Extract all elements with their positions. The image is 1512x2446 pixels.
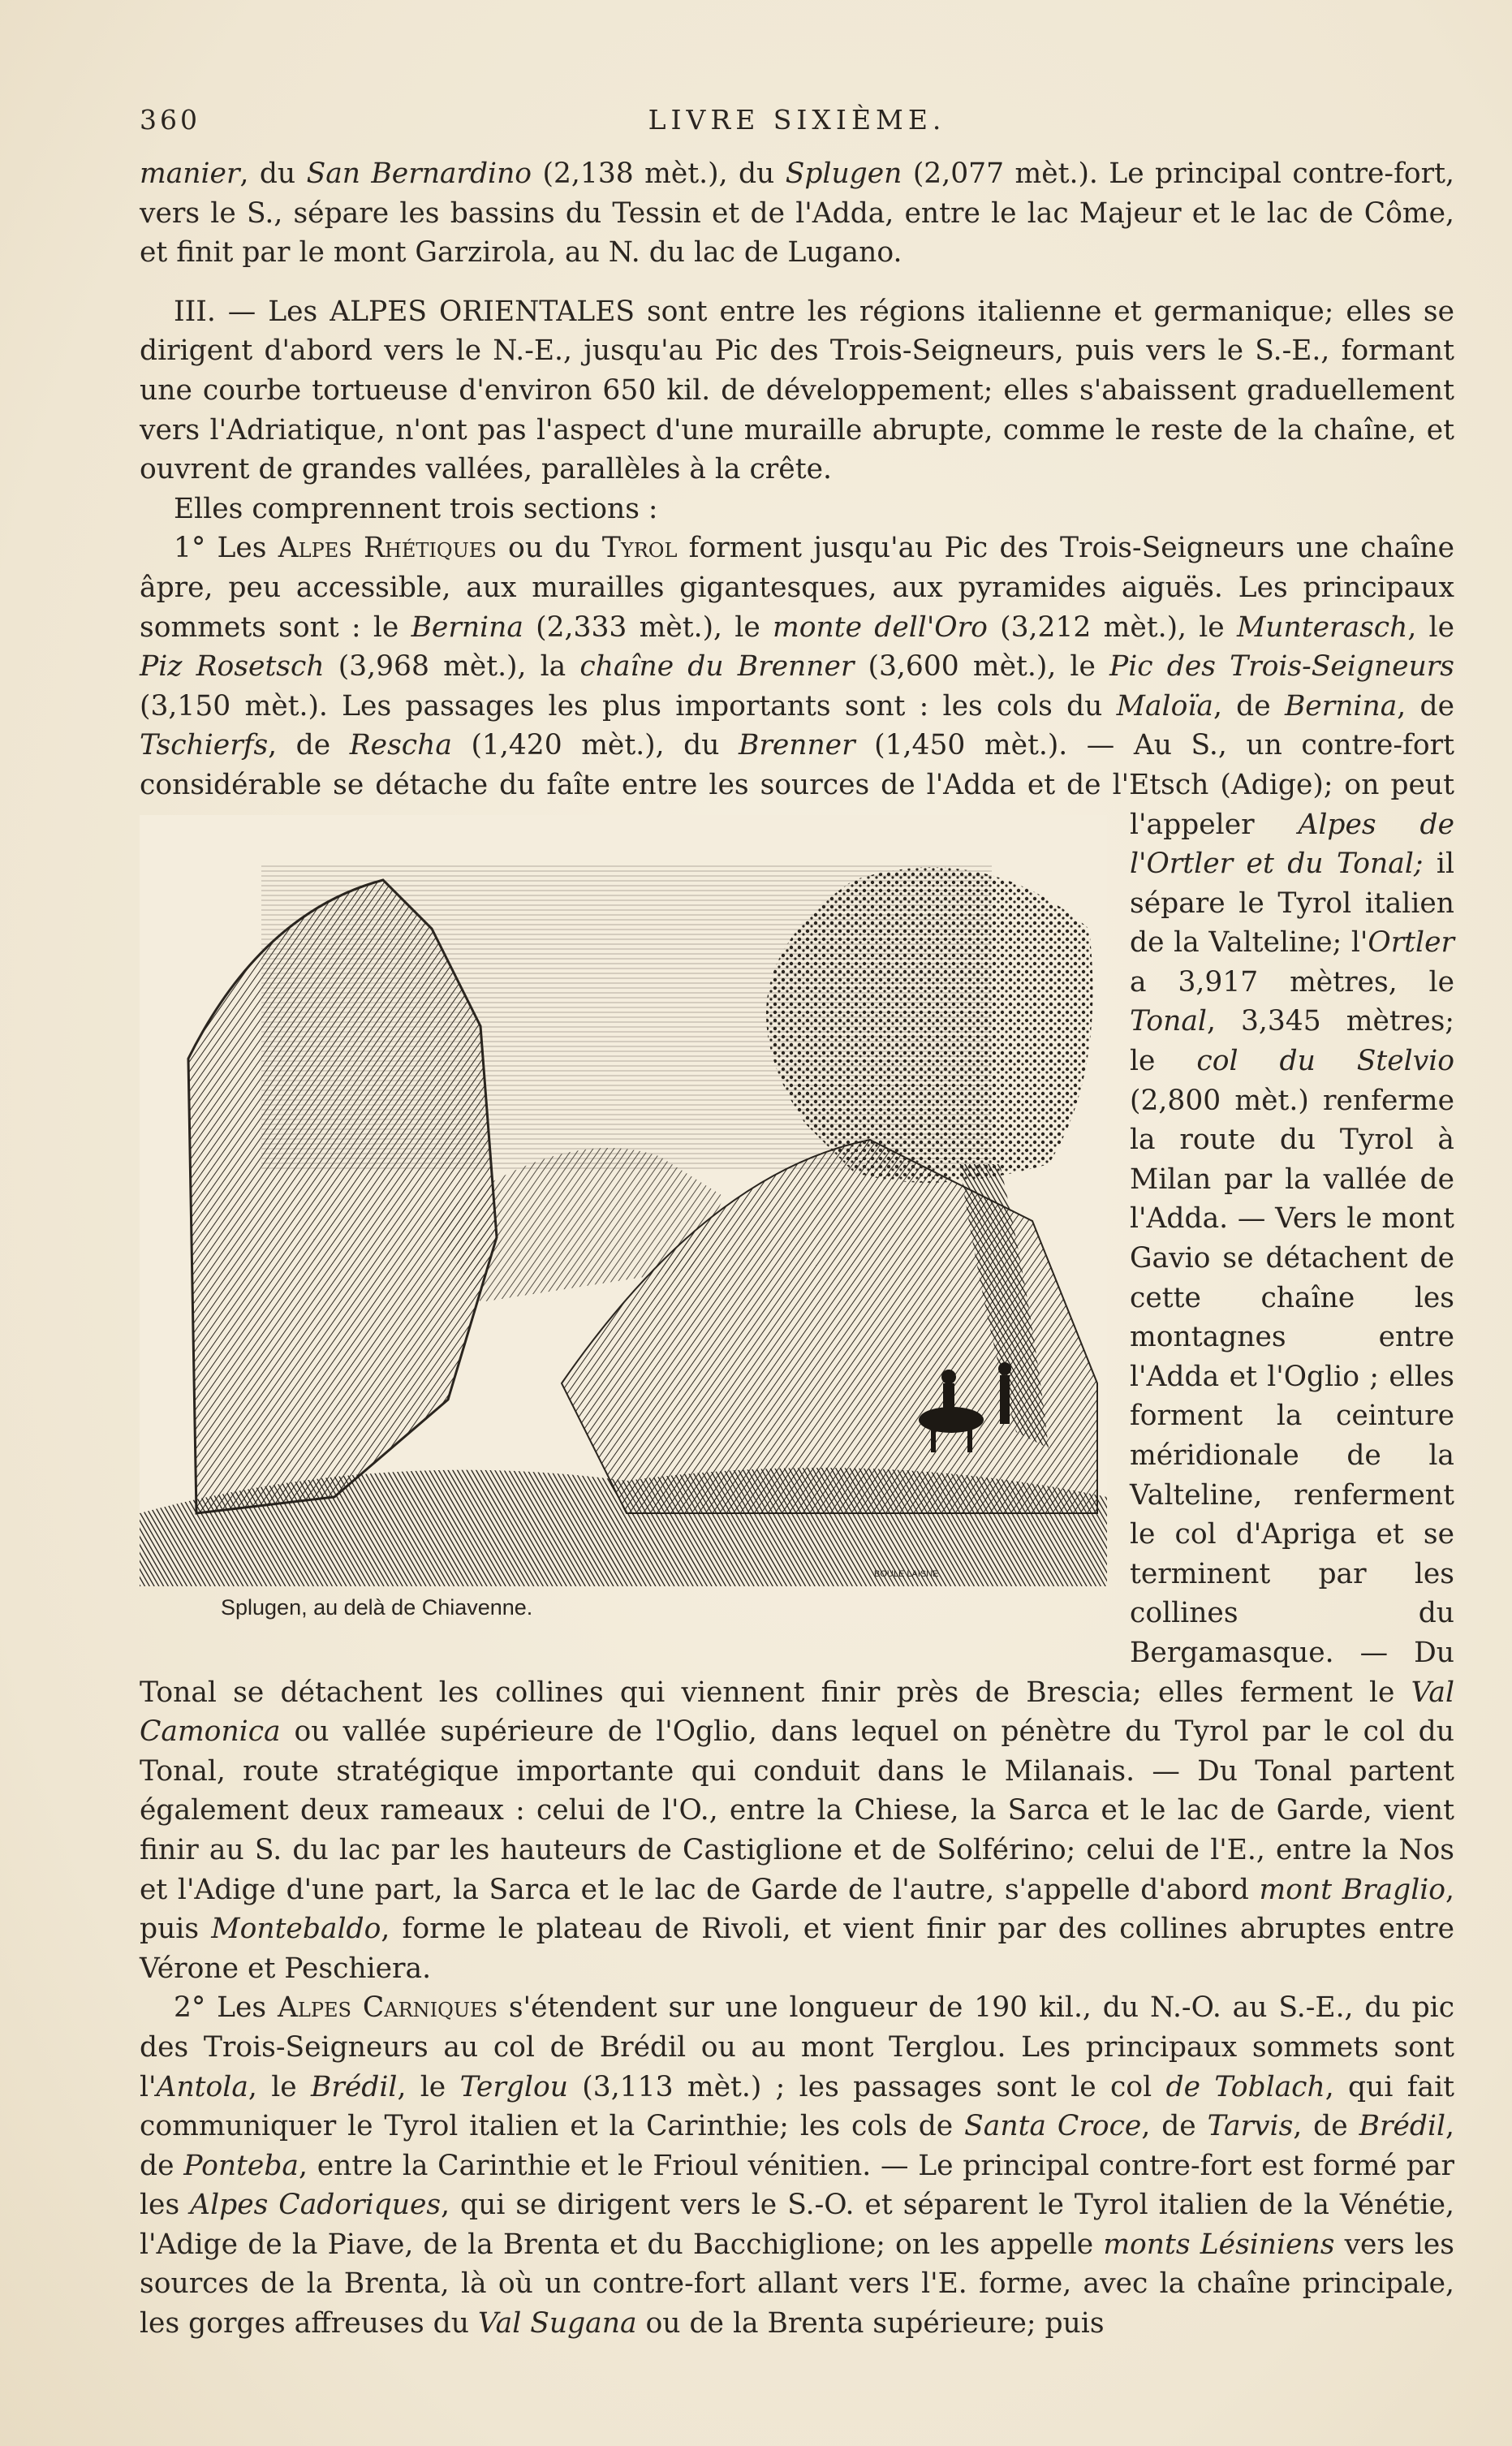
text-italic: Ortler bbox=[1368, 926, 1454, 960]
text-smallcaps: Tyrol bbox=[601, 532, 678, 565]
text-run: (2,138 mèt.), du bbox=[532, 157, 786, 190]
text-run: ou de la Brenta supérieure; puis bbox=[636, 2307, 1105, 2340]
text-italic: Bernina bbox=[1284, 689, 1398, 723]
text-smallcaps: Alpes Carniques bbox=[278, 1991, 498, 2025]
text-run: ou du bbox=[496, 532, 602, 565]
text-italic: San Bernardino bbox=[306, 157, 532, 190]
text-run: , 3,345 mètres; le bbox=[1130, 1005, 1454, 1078]
text-run: , du bbox=[239, 157, 307, 190]
text-italic: monte dell'Oro bbox=[773, 610, 988, 644]
text-italic: Munterasch bbox=[1236, 610, 1408, 644]
text-run: (2,800 mèt.) renferme la route du Tyrol à Milan par la vallée de l'Adda. — Vers le mont Gavio se détachent de cette chaîne les montagnes entre l'Adda et l'Oglio ; elles forment la ceinture méridionale de la Valteline, renferment le col d'Apriga et se terminent par les collines du Bergamasque. — Du Tonal se détachent les collines qui viennent finir près de Brescia; elles ferment le bbox=[140, 1084, 1454, 1709]
text-run: , qui fait communiquer le Tyrol italien et la Carinthie; les cols de bbox=[140, 2070, 1454, 2143]
text-run: (3,968 mèt.), la bbox=[324, 650, 580, 684]
text-italic: Brédil bbox=[1359, 2110, 1446, 2143]
text-italic: chaîne du Brenner bbox=[579, 650, 855, 684]
text-run: (3,150 mèt.). Les passages les plus importants sont : les cols du bbox=[140, 689, 1117, 723]
text-run: (3,212 mèt.), le bbox=[987, 610, 1237, 644]
text-run: il sépare le Tyrol italien de la Valteline; l' bbox=[1130, 848, 1454, 960]
text-run: (2,333 mèt.), le bbox=[523, 610, 773, 644]
text-run: a 3,917 mètres, le bbox=[1130, 965, 1454, 999]
text-run: , entre la Carinthie et le Frioul vénitien. — Le principal contre-fort est formé par les bbox=[140, 2149, 1455, 2222]
body-text bbox=[140, 154, 1454, 2344]
text-run: 1° Les bbox=[174, 532, 278, 565]
text-run: , le bbox=[248, 2070, 312, 2103]
text-italic: Pic des Trois-Seigneurs bbox=[1109, 650, 1454, 684]
text-italic: col du Stelvio bbox=[1196, 1045, 1455, 1078]
text-italic: Tonal bbox=[1130, 1005, 1207, 1038]
text-run: , de bbox=[268, 729, 350, 762]
text-run: , qui se dirigent vers le S.-O. et séparent le Tyrol italien de la Vénétie, l'Adige de la Piave, de la Brenta et du Bacchiglione; on les appelle bbox=[140, 2189, 1454, 2261]
text-italic: Terglou bbox=[459, 2070, 568, 2103]
text-run: forment jusqu'au Pic des Trois-Seigneurs une chaîne âpre, peu accessible, aux murailles gigantesques, aux pyramides aiguës. Les principaux sommets sont : le bbox=[140, 532, 1455, 644]
text-run: ou vallée supérieure de l'Oglio, dans lequel on pénètre du Tyrol par le col du Tonal, route stratégique importante qui conduit dans le Milanais. — Du Tonal partent également deux rameaux : celui de l'O., entre la Chiese, la Sarca et le lac de Garde, vient finir au S. du lac par les hauteurs de Castiglione et de Solférino; celui de l'E., entre la Nos et l'Adige d'une part, la Sarca et le lac de Garde de l'autre, s'appelle d'abord bbox=[140, 1715, 1454, 1906]
text-italic: Montebaldo bbox=[211, 1913, 381, 1946]
text-run: (3,600 mèt.), le bbox=[854, 650, 1110, 684]
paragraph-continuation bbox=[140, 154, 1454, 273]
text-run: , forme le plateau de Rivoli, et vient finir par des collines abruptes entre Vérone et Peschiera. bbox=[140, 1913, 1454, 1985]
running-title: LIVRE SIXIÈME. bbox=[648, 104, 946, 136]
text-italic: mont Braglio bbox=[1259, 1873, 1446, 1906]
text-run: 2° Les bbox=[174, 1991, 278, 2025]
foreground-road bbox=[140, 1468, 1107, 1586]
text-italic: Splugen bbox=[785, 157, 902, 190]
text-run: , de bbox=[1293, 2110, 1359, 2143]
text-italic: manier bbox=[140, 157, 240, 190]
text-run: , de bbox=[1141, 2110, 1208, 2143]
text-italic: Maloïa bbox=[1116, 689, 1213, 723]
text-italic: de Toblach bbox=[1165, 2070, 1325, 2103]
text-italic: Tarvis bbox=[1207, 2110, 1294, 2143]
text-run: , de bbox=[1397, 689, 1454, 723]
text-italic: Alpes de l'Ortler et du Tonal; bbox=[1130, 808, 1454, 881]
text-run: , le bbox=[1407, 610, 1455, 644]
text-run: , puis bbox=[140, 1873, 1454, 1946]
text-run: s'étendent sur une longueur de 190 kil., du N.-O. au S.-E., du pic des Trois-Seigneurs au col de Brédil ou au mont Terglou. Les principaux sommets sont l' bbox=[140, 1991, 1455, 2103]
paragraph-alpes-rhetiques bbox=[140, 528, 1454, 1988]
text-smallcaps: Alpes Rhétiques bbox=[278, 532, 497, 565]
text-run: , de bbox=[140, 2110, 1454, 2182]
text-italic: Ponteba bbox=[183, 2149, 299, 2182]
text-italic: Piz Rosetsch bbox=[140, 650, 325, 684]
text-run: (2,077 mèt.). Le principal contre-fort, vers le S., sépare les bassins du Tessin et de l'Adda, entre le lac Majeur et le lac de Côme, et finit par le mont Garzirola, au N. du lac de Lugano. bbox=[140, 157, 1454, 270]
splugen-engraving bbox=[140, 815, 1107, 1586]
text-italic: Brenner bbox=[738, 729, 855, 762]
running-header bbox=[140, 99, 1454, 148]
text-italic: Rescha bbox=[349, 729, 452, 762]
text-italic: Santa Croce bbox=[964, 2110, 1142, 2143]
text-italic: Alpes Cadoriques bbox=[190, 2189, 442, 2222]
paragraph-alpes-orientales: III. — Les ALPES ORIENTALES sont entre les régions italienne et germanique; elles se dirigent d'abord vers le N.-E., jusqu'au Pic des Trois-Seigneurs, puis vers le S.-E., formant une courbe tortueuse d'environ 650 kil. de développement; elles s'abaissent graduellement vers l'Adriatique, n'ont pas l'aspect d'une muraille abrupte, comme le reste de la chaîne, et ouvrent de grandes vallées, parallèles à la crête. bbox=[140, 295, 1454, 486]
text-italic: Val Sugana bbox=[477, 2307, 637, 2340]
text-italic: Brédil bbox=[311, 2070, 398, 2103]
text-italic: monts Lésiniens bbox=[1103, 2228, 1335, 2261]
engraver-signature: BOULE LAISNE bbox=[874, 1568, 939, 1579]
text-italic: Bernina bbox=[411, 610, 523, 644]
engraving-figure bbox=[140, 815, 1107, 1659]
figure-caption: Splugen, au delà de Chiavenne. bbox=[221, 1594, 533, 1620]
page-number: 360 bbox=[140, 104, 200, 136]
paragraph-sections-intro: Elles comprennent trois sections : bbox=[174, 492, 658, 525]
text-run: (1,420 mèt.), du bbox=[451, 729, 739, 762]
text-run: , de bbox=[1213, 689, 1285, 723]
paragraph-alpes-carniques bbox=[140, 1988, 1454, 2343]
text-italic: Antola bbox=[156, 2070, 248, 2103]
text-italic: Val Camonica bbox=[140, 1676, 1454, 1749]
text-run: (1,450 mèt.). — Au S., un contre-fort considérable se détache du faîte entre les sources de l'Adda et de l'Etsch (Adige); on peut l'appeler bbox=[140, 729, 1454, 841]
text-run: vers les sources de la Brenta, là où un contre-fort allant vers l'E. forme, avec la chaîne principale, les gorges affreuses du bbox=[140, 2228, 1454, 2340]
text-italic: Tschierfs bbox=[140, 729, 269, 762]
text-run: , le bbox=[397, 2070, 460, 2103]
text-run: (3,113 mèt.) ; les passages sont le col bbox=[567, 2070, 1166, 2103]
